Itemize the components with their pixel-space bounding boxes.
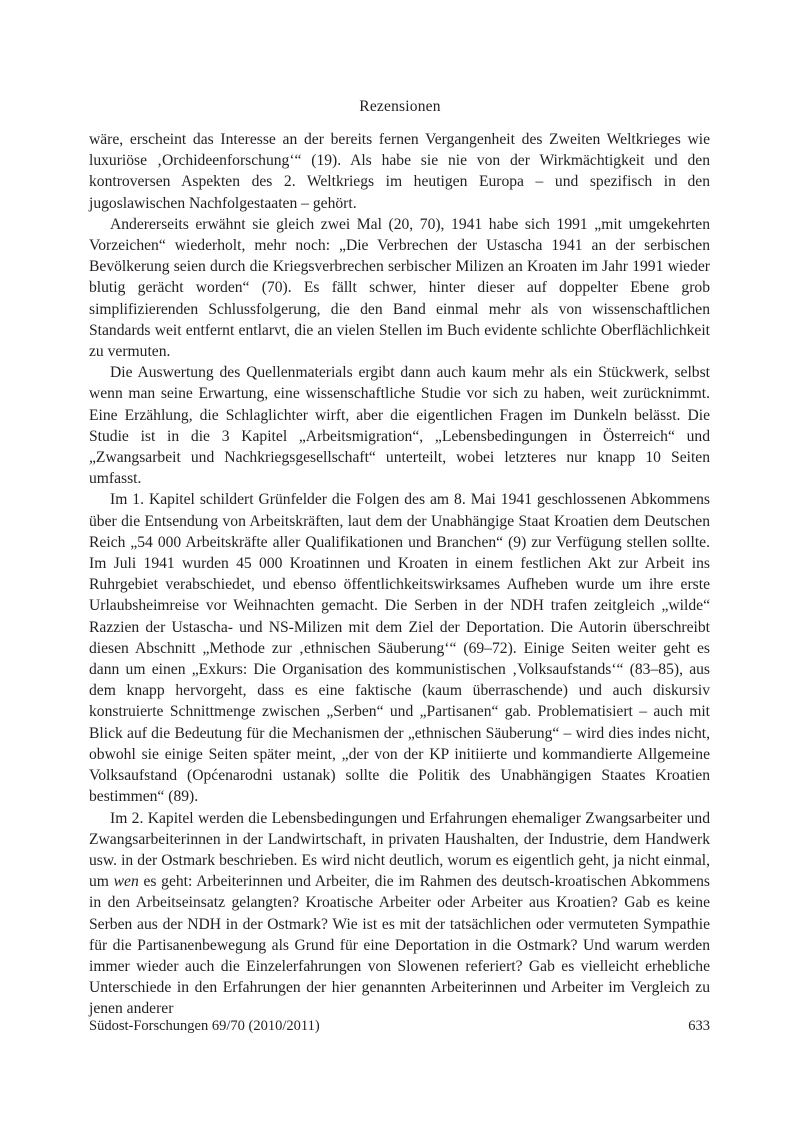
paragraph-4 [89,489,710,807]
paragraph-2-text: Andererseits erwähnt sie gleich zwei Mal (20, 70), 1941 habe sich 1991 „mit umgekehrten Vorzeichen“ wiederholt, mehr noch: „Die Verbrechen der Ustascha 1941 an der serbischen Bevölkerung seien durch die Kriegsverbrechen serbischer Milizen an Kroaten im Jahr 1991 wieder blutig gerächt worden“ (70). Es fällt schwer, hinter dieser auf doppelter Ebene grob simplifizierenden Schlussfolgerung, die den Band einmal mehr als von wissenschaftlichen Standards weit entfernt entlarvt, die an vielen Stellen im Buch evidente schlichte Oberflächlichkeit zu vermuten. [89,215,710,361]
paragraph-5-emphasis: wen [113,873,139,891]
running-head: Rezensionen [359,98,441,115]
paragraph-1 [89,129,710,214]
paragraph-5-text-a: Im 2. Kapitel werden die Lebensbedingungen und Erfahrungen ehemaliger Zwangsarbeiter und Zwangsarbeiterinnen in der Landwirtschaft, in privaten Haushalten, der Industrie, dem Handwerk usw. in der Ostmark beschrieben. Es wird nicht deutlich, worum es eigentlich geht, ja nicht einmal, um [89,809,710,891]
paragraph-1-text: wäre, erscheint das Interesse an der bereits fernen Vergangenheit des Zweiten Weltkrieges wie luxuriöse ‚Orchideenforschung‘“ (19). Als habe sie nie von der Wirkmächtigkeit und den kontroversen Aspekten des 2. Weltkriegs im heutigen Europa – und spezifisch in den jugoslawischen Nachfolgestaaten – gehört. [89,131,710,212]
page-number: 633 [688,1018,710,1034]
paragraph-3 [89,362,710,489]
paragraph-4-text: Im 1. Kapitel schildert Grünfelder die Folgen des am 8. Mai 1941 geschlossenen Abkommens über die Entsendung von Arbeitskräften, laut dem der Unabhängige Staat Kroatien dem Deutschen Reich „54 000 Arbeitskräfte aller Qualifikationen und Branchen“ (9) zur Verfügung stellen sollte. Im Juli 1941 wurden 45 000 Kroatinnen und Kroaten in einem festlichen Akt zur Arbeit ins Ruhrgebiet verabschiedet, und ebenso öffentlichkeitswirksames Aufheben wurde um ihre erste Urlaubsheimreise vor Weihnachten gemacht. Die Serben in der NDH trafen zeitgleich „wilde“ Razzien der Ustascha- und NS-Milizen mit dem Ziel der Deportation. Die Autorin überschreibt diesen Abschnitt „Methode zur ‚ethnischen Säuberung‘“ (69–72). Einige Seiten weiter geht es dann um einen „Exkurs: Die Organisation des kommunistischen ‚Volksaufstands‘“ (83–85), aus dem knapp hervorgeht, dass es eine faktische (kaum überraschende) und auch diskursiv konstruierte Schnittmenge zwischen „Serben“ und „Partisanen“ gab. Problematisiert – auch mit Blick auf die Bedeutung für die Mechanismen der „ethnischen Säuberung“ – wird dies indes nicht, obwohl sie einige Seiten später meint, „der von der KP initiierte und kommandierte Allgemeine Volksaufstand (Općenarodni ustanak) sollte die Politik des Unabhängigen Staates Kroatien bestimmen“ (89). [89,491,710,806]
paragraph-5-text-b: es geht: Arbeiterinnen und Arbeiter, die im Rahmen des deutsch-kroatischen Abkommens in den Arbeitseinsatz gelangten? Kroatische Arbeiter oder Arbeiter aus Kroatien? Gab es keine Serben aus der NDH in der Ostmark? Wie ist es mit der tatsächlichen oder vermuteten Sympathie für die Partisanenbewegung als Grund für eine Deportation in die Ostmark? Und warum werden immer wieder auch die Einzelerfahrungen von Slowenen referiert? Gab es vielleicht erhebliche Unterschiede in den Erfahrungen der hier genannten Arbeiterinnen und Arbeiter im Vergleich zu jenen anderer [89,873,710,1018]
paragraph-3-text: Die Auswertung des Quellenmaterials ergibt dann auch kaum mehr als ein Stückwerk, selbst wenn man seine Erwartung, eine wissenschaftliche Studie vor sich zu haben, weit zurücknimmt. Eine Erzählung, die Schlaglichter wirft, aber die eigentlichen Fragen im Dunkeln belässt. Die Studie ist in die 3 Kapitel „Arbeitsmigration“, „Lebensbedingungen in Österreich“ und „Zwangsarbeit und Nachkriegsgesellschaft“ unterteilt, wobei letzteres nur knapp 10 Seiten umfasst. [89,364,710,488]
journal-citation: Südost-Forschungen 69/70 (2010/2011) [89,1018,320,1034]
paragraph-2 [89,214,710,362]
body-text [89,129,710,1020]
paragraph-5 [89,808,710,1020]
